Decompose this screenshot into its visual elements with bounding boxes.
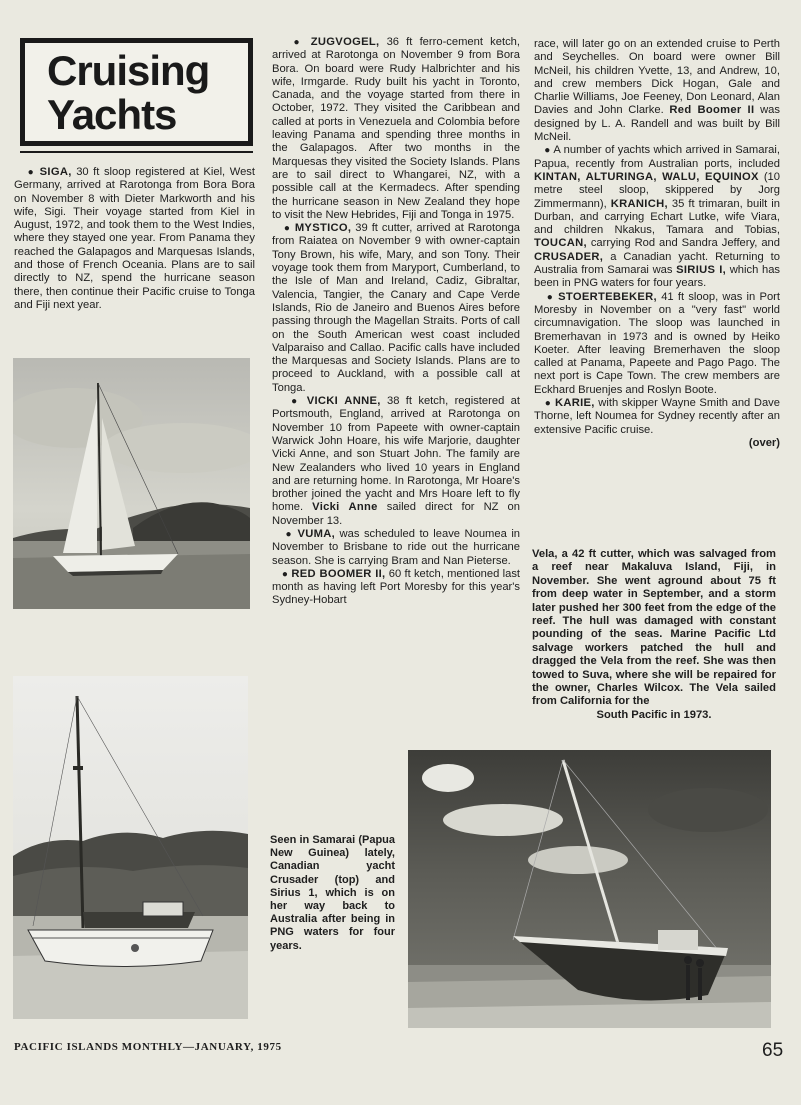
red-boomer-tail: was designed by L. A. Randell and was built by Bill McNeil.	[534, 104, 780, 144]
sailing-sloop-illustration	[13, 358, 250, 609]
red-boomer-paragraph	[272, 568, 520, 608]
red-boomer-text: 60 ft ketch, mentioned last month as having left Port Moresby for this year's Sydney-Hobart	[272, 567, 521, 607]
kranich-name: KRANICH,	[610, 197, 668, 210]
samarai-text-2: 35 ft trimaran, built in Durban, and carrying Echart Lutke, wife Viara, and children Nkakus, Tamara and Tobias,	[534, 197, 781, 237]
vela-caption-text: Vela, a 42 ft cutter, which was salvaged from a reef near Makaluva Island, Fiji, in November. She went aground about 75 ft from deep water in September, and a storm later pushed her 300 feet from the edge of the reef. The hull was damaged with constant pounding of the seas. Marine Pacific Ltd salvage workers patched the hull and dragged the Vela from the reef. She was then towed to Suva, where she will be repaired for the owner, Charles Wilcox. The Vela sailed from California for the	[532, 548, 776, 708]
vela-caption-last-line: South Pacific in 1973.	[596, 708, 712, 721]
bullet-icon: ●	[291, 396, 301, 408]
zugvogel-name: ZUGVOGEL,	[310, 36, 380, 48]
bullet-icon: ●	[281, 568, 289, 580]
photo-crusader-sirius	[13, 676, 248, 1019]
crusader-name: CRUSADER,	[534, 250, 604, 263]
karie-paragraph	[534, 397, 780, 437]
red-boomer-cont-text: race, will later go on an extended cruise to Perth and Seychelles. On board were owner Bill McNeil, his children Yvette, 13, and Andrew, 10, and crew members Dick Hogan, Gale and Charlie Williams, Joe Feeney, Don Leonard, Alan Davies and John Clarke.	[534, 38, 780, 117]
vuma-name: VUMA,	[297, 527, 336, 540]
samarai-text-5: which has been in PNG waters for four years.	[534, 264, 781, 290]
red-boomer-continued	[534, 38, 780, 144]
photo-sailing-sloop	[13, 358, 250, 609]
vicki-anne-bold: Vicki Anne	[312, 501, 378, 514]
red-boomer-bold: Red Boomer II	[669, 104, 755, 117]
footer-publication: PACIFIC ISLANDS MONTHLY—JANUARY, 1975	[14, 1041, 282, 1053]
samarai-names: KINTAN, ALTURINGA, WALU, EQUINOX	[534, 170, 759, 183]
vela-caption	[532, 548, 776, 722]
samarai-intro: A number of yachts which arrived in Samarai, Papua, recently from Australian ports, included	[534, 144, 780, 170]
headline	[47, 49, 248, 137]
vicki-anne-tail: sailed direct for NZ on November 13.	[272, 501, 521, 527]
samarai-text-1: (10 metre steel sloop, skippered by Jorg Zimmermann),	[534, 170, 780, 210]
photo-vela-aground	[408, 750, 771, 1028]
vuma-text: was scheduled to leave Noumea in November to Brisbane to ride out the hurricane season. She is carrying Bram and Nan Pieterse.	[272, 527, 521, 567]
siga-name: SIGA,	[39, 166, 72, 178]
samarai-photo-caption: Seen in Samarai (Papua New Guinea) lately, Canadian yacht Crusader (top) and Sirius 1, which is on her way back to Australia after being in PNG waters for four years.	[270, 834, 395, 952]
bullet-icon: ●	[546, 291, 554, 303]
headline-line-1: Cruising	[47, 47, 210, 94]
mystico-name: MYSTICO,	[294, 222, 352, 235]
bullet-icon: ●	[285, 528, 293, 540]
headline-box	[20, 38, 253, 146]
column-3	[534, 38, 780, 450]
siga-text: 30 ft sloop registered at Kiel, West Germany, arrived at Rarotonga from Bora Bora on November 8 with Dieter Markworth and his wife, Sigi. Their voyage started from Kiel in August, 1972, and took them to the West Indies, where they stayed one year. From Panama they reached the Galapagos and Marquesas Islands, and those of French Oceania. Plans are to sail directly to NZ, spend the hurricane season there, then continue their Pacific cruise to Tonga and Fiji next year.	[14, 166, 255, 311]
vicki-anne-text: 38 ft ketch, registered at Portsmouth, England, arrived at Rarotonga on November 10 from Papeete with owner-captain Warwick John Hoare, his wife Marjorie, daughter Vicki Anne, and son Stuart John. The family are New Zealanders who lived 10 years in England and are returning home. In Rarotonga, Mr Hoare's brother joined the yacht and Mrs Hoare left to fly home.	[272, 395, 520, 514]
samarai-paragraph	[534, 144, 780, 290]
karie-name: KARIE,	[554, 397, 595, 410]
karie-text: with skipper Wayne Smith and Dave Thorne, left Noumea for Sydney recently after an extensive Pacific cruise.	[534, 397, 780, 436]
vuma-paragraph	[272, 528, 520, 568]
page-number: 65	[762, 1040, 784, 1061]
headline-rule	[20, 151, 253, 153]
bullet-icon: ●	[544, 398, 552, 410]
grounded-yacht-illustration	[408, 750, 771, 1028]
samarai-text-4: a Canadian yacht. Returning to Australia from Samarai was	[534, 250, 780, 277]
bullet-icon: ●	[27, 167, 36, 178]
zugvogel-paragraph	[272, 36, 520, 222]
toucan-name: TOUCAN,	[534, 237, 587, 250]
vicki-anne-name: VICKI ANNE,	[306, 395, 381, 408]
continued-over-label: (over)	[748, 436, 780, 449]
samarai-text-3: carrying Rod and Sandra Jeffery, and	[590, 237, 780, 250]
yacht-at-anchor-illustration	[13, 676, 248, 1019]
bullet-icon: ●	[293, 37, 304, 48]
stoertebeker-name: STOERTEBEKER,	[558, 290, 657, 303]
headline-line-2: Yachts	[47, 91, 177, 138]
sirius-name: SIRIUS I,	[676, 264, 727, 277]
mystico-text: 39 ft cutter, arrived at Rarotonga from Raiatea on November 9 with owner-captain Tony Brown, his wife, Mary, and son Tony. Their voyage took them from Maryport, Cumberland, to the Isle of Man and Ireland, Cadiz, Gibraltar, Valencia, Tangier, the Canary and Cape Verde Islands, Rio de Janeiro and Buenos Aires before passing through the Magellan Straits. Ports of call on the South American west coast included Valparaiso and Callao. Pacific calls have included the Marquesas and Society Islands. Plans are to proceed to Auckland, with a possible call at Tonga.	[272, 222, 521, 394]
stoertebeker-paragraph	[534, 291, 780, 397]
vicki-anne-paragraph	[272, 395, 520, 528]
siga-paragraph	[14, 166, 255, 312]
column-2	[272, 36, 520, 608]
zugvogel-text: 36 ft ferro-cement ketch, arrived at Rarotonga on November 9 from Bora Bora. On board were Rudy Halbrichter and his wife, Irmgarde. Rudy built his yacht in Toronto, Canada, and the voyage started from there in October, 1972. They visited the Caribbean and called at ports in Venezuela and Colombia before leaving Panama and spending three months in the Galapagos. After two months in the Marquesas they visited the Society Islands. Plans are to sail direct to Whangarei, NZ, with a possible call at the Kermadecs. After spending the hurricane season in New Zealand they hope to visit the New Hebrides, Fiji and Tonga in 1975.	[272, 36, 520, 221]
stoertebeker-text: 41 ft sloop, was in Port Moresby in November on a "very fast" world circumnavigation. The sloop was launched in Bremerhavan in 1973 and is owned by Heiko Koeter. After leaving Bremerhaven the sloop called at Panama, Papeete and Pago Pago. The next port is Cape Town. The crew members are Eckhard Bruenjes and Roslyn Boote.	[534, 290, 781, 396]
mystico-paragraph	[272, 222, 520, 395]
bullet-icon: ●	[544, 145, 551, 157]
bullet-icon: ●	[283, 223, 291, 235]
red-boomer-name: RED BOOMER II,	[291, 567, 386, 580]
column-1	[14, 166, 255, 312]
